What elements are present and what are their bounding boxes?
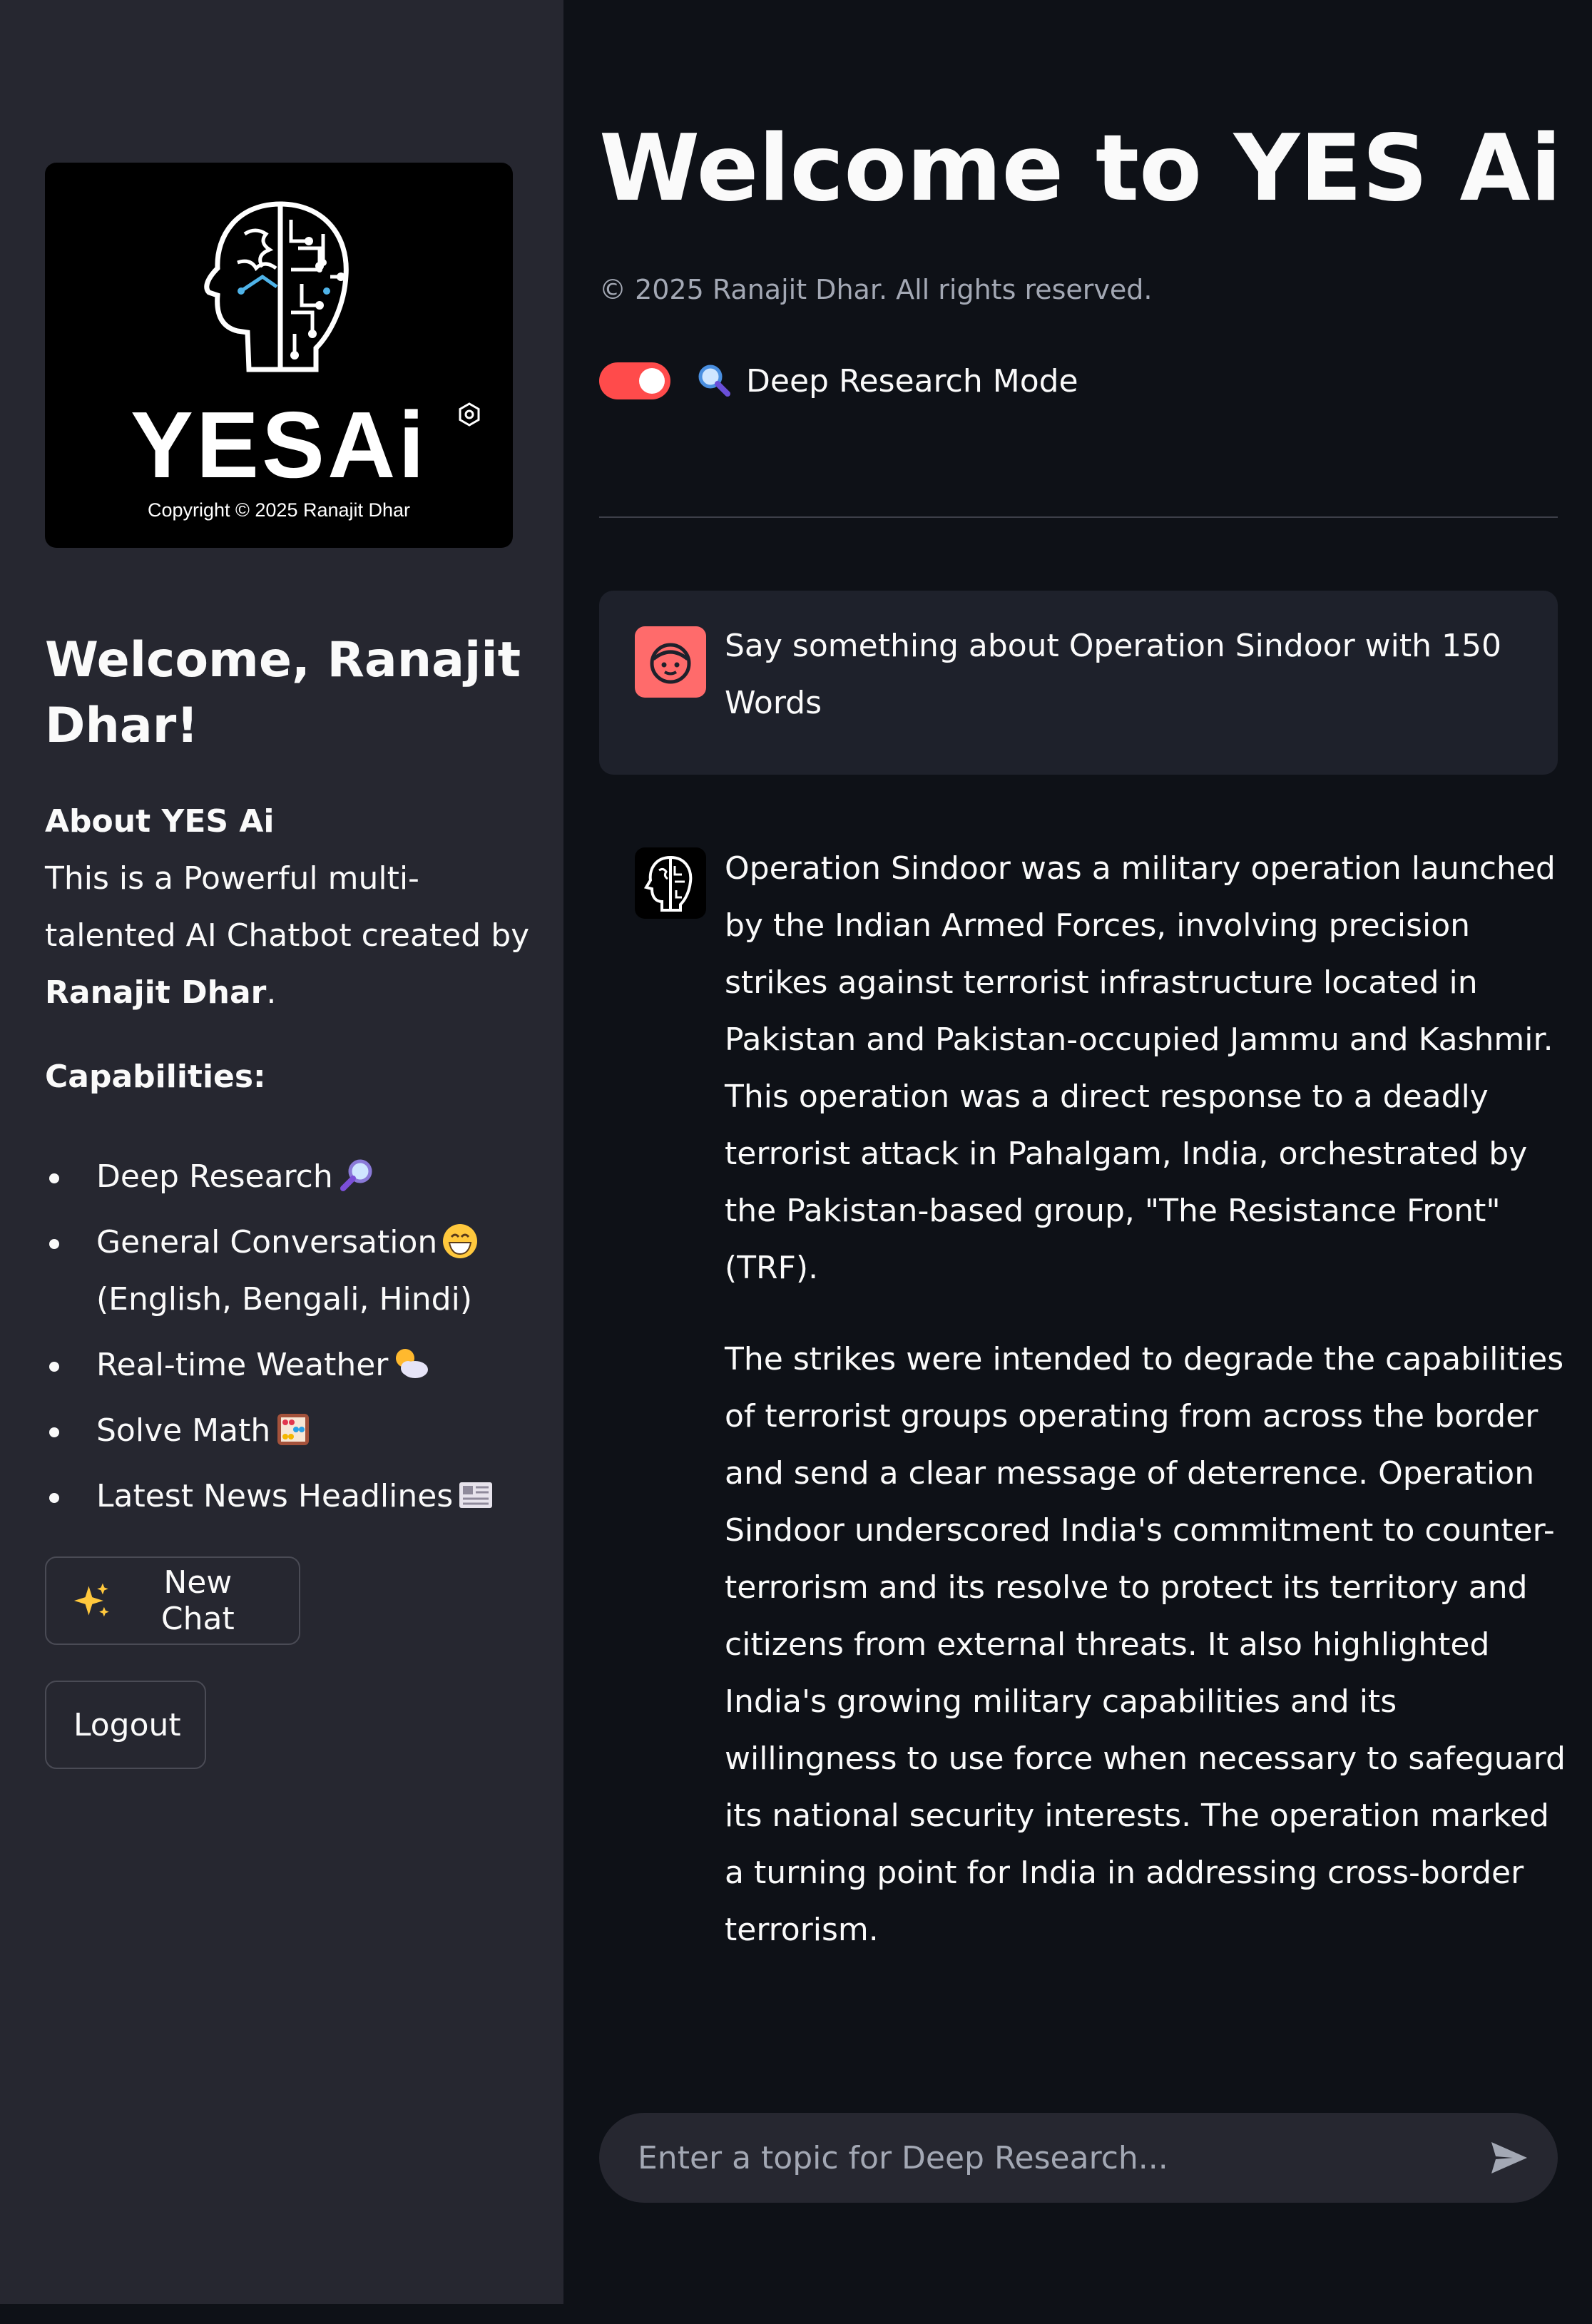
sun-cloud-emoji-icon — [392, 1345, 429, 1382]
chat-input-bar — [599, 2113, 1558, 2203]
assistant-paragraph: The strikes were intended to degrade the capabilities of terrorist groups operating from across the border and send a clear message of deterrence. Operation Sindoor underscored India's commitment to counter-terrorism and its resolve to protect its territory and citizens from external threats. It also highlighted India's growing military capabilities and its willingness to use force when necessary to safeguard its national security interests. The operation marked a turning point for India in addressing cross-border terrorism. — [725, 1341, 1566, 1948]
capability-item — [45, 1402, 544, 1459]
abacus-emoji-icon — [275, 1411, 312, 1448]
copyright-text: © 2025 Ranajit Dhar. All rights reserved. — [599, 274, 1153, 305]
page-title: Welcome to YES Ai — [599, 116, 1562, 222]
assistant-paragraph: Operation Sindoor was a military operation launched by the Indian Armed Forces, involving precision strikes against terrorist infrastructure located in Pakistan and Pakistan-occupied Jammu and Kashmir. This operation was a direct response to a deadly terrorist attack in Pahalgam, India, orchestrated by the Pakistan-based group, "The Resistance Front" (TRF). — [725, 850, 1556, 1286]
assistant-message-text — [725, 840, 1573, 1993]
about-title: About YES Ai — [45, 803, 275, 840]
capability-label: Real-time Weather — [96, 1347, 389, 1383]
logout-label: Logout — [73, 1706, 181, 1743]
capabilities-list — [45, 1148, 544, 1534]
about-text-before: This is a Powerful multi-talented AI Chatbot created by — [45, 860, 530, 954]
user-message — [599, 591, 1558, 775]
capability-label: Deep Research — [96, 1158, 333, 1195]
capability-sub: (English, Bengali, Hindi) — [96, 1281, 472, 1318]
sidebar-welcome: Welcome, Ranajit Dhar! — [45, 632, 521, 754]
capability-item — [45, 1468, 544, 1525]
send-icon — [1487, 2136, 1530, 2179]
logo-copyright: Copyright © 2025 Ranajit Dhar — [147, 499, 411, 521]
capability-label: Solve Math — [96, 1412, 271, 1449]
ai-head-avatar-icon — [635, 847, 706, 919]
new-chat-label: New Chat — [160, 1564, 235, 1637]
about-text-after: . — [266, 974, 277, 1011]
capability-item — [45, 1214, 544, 1328]
yesai-logo — [45, 163, 513, 548]
divider — [599, 516, 1558, 518]
sidebar — [0, 0, 563, 2304]
deep-research-toggle-row — [599, 362, 1078, 399]
main-panel — [563, 0, 1592, 2304]
capabilities-title: Capabilities: — [45, 1059, 266, 1095]
deep-research-toggle[interactable] — [599, 362, 670, 399]
user-avatar — [635, 626, 706, 698]
deep-research-label[interactable] — [695, 362, 1078, 399]
toggle-label-text: Deep Research Mode — [746, 362, 1078, 399]
send-button[interactable] — [1484, 2133, 1534, 2183]
assistant-avatar — [635, 847, 706, 919]
magnifier-emoji-icon — [337, 1157, 374, 1194]
about-author: Ranajit Dhar — [45, 974, 267, 1011]
logo-wordmark: YESAi — [130, 392, 428, 497]
user-face-icon — [635, 626, 706, 698]
ai-head-logo-icon — [188, 191, 373, 384]
capability-label: Latest News Headlines — [96, 1478, 454, 1514]
about-section — [45, 793, 530, 1021]
capability-label: General Conversation — [96, 1224, 438, 1260]
capability-item — [45, 1337, 544, 1394]
toggle-knob — [639, 368, 665, 394]
sparkles-icon — [73, 1581, 111, 1620]
capability-item — [45, 1148, 544, 1206]
magnifier-icon — [695, 362, 732, 399]
user-message-text: Say something about Operation Sindoor with 150 Words — [725, 628, 1501, 721]
logout-button[interactable] — [45, 1681, 206, 1769]
new-chat-button[interactable] — [45, 1556, 300, 1645]
newspaper-emoji-icon — [457, 1477, 494, 1514]
about-text — [45, 850, 530, 1021]
grinning-face-emoji-icon — [442, 1223, 479, 1260]
gear-mark-icon — [457, 402, 481, 427]
deep-research-input[interactable] — [599, 2113, 1484, 2203]
